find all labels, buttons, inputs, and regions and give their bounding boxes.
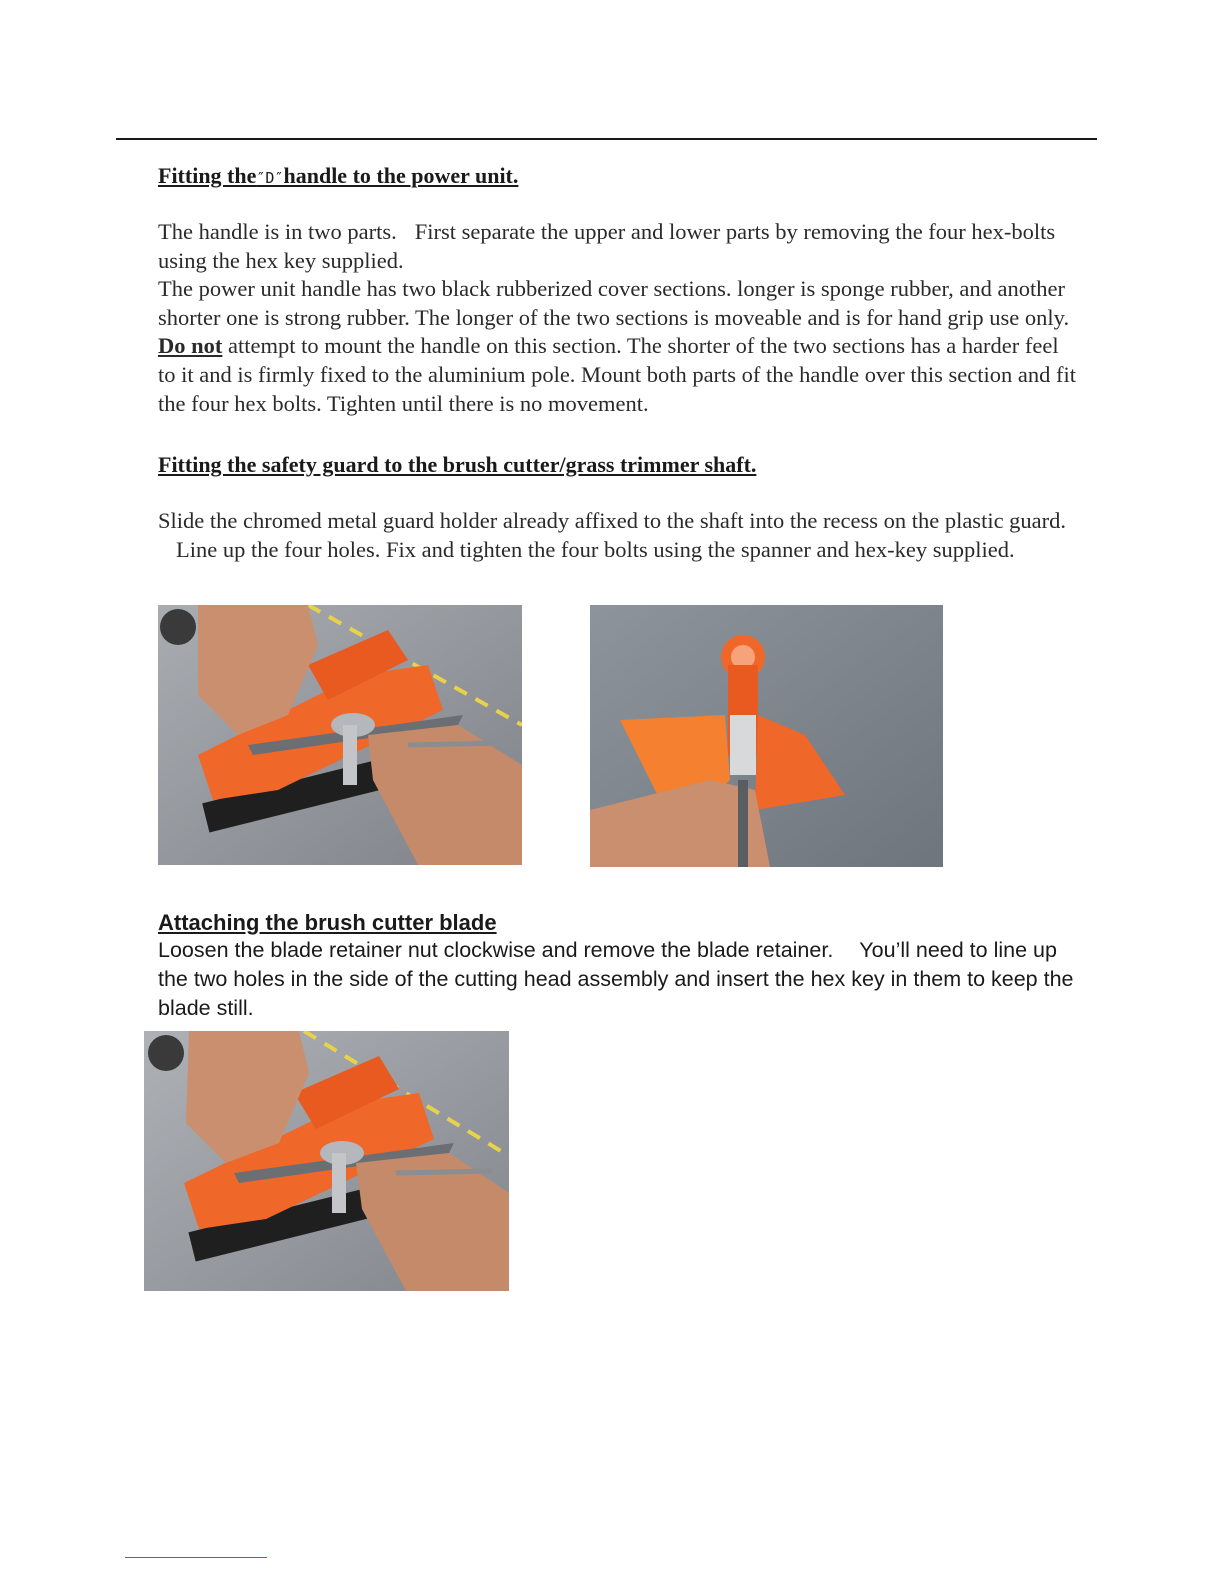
section-attaching-blade	[158, 910, 1078, 1023]
section-heading-d-handle: Fitting the″D″handle to the power unit.	[158, 163, 519, 188]
paragraph-guard-holder: Slide the chromed metal guard holder already affixed to the shaft into the recess on the plastic guard.Line up the four holes. Fix and tighten the four bolts using the spanner and hex-key supplied.	[158, 508, 1067, 562]
section-heading-attaching-blade: Attaching the brush cutter blade	[158, 910, 497, 935]
photo-guard-mounted-on-shaft	[590, 605, 943, 867]
top-divider-rule	[116, 138, 1097, 140]
paragraph-rubber-sections: The power unit handle has two black rubberized cover sections. longer is sponge rubber, and another shorter one is strong rubber. The longer of the two sections is moveable and is for hand grip use only. Do not attempt to mount the handle on this section. The shorter of the two sections has a harder feel to it and is firmly fixed to the aluminium pole. Mount both parts of the handle over this section and fit the four hex bolts. Tighten until there is no movement.	[158, 276, 1076, 416]
section-fitting-d-handle	[158, 163, 1078, 418]
photo-fitting-guard-with-hex-key	[158, 605, 522, 865]
paragraph-blade-retainer: Loosen the blade retainer nut clockwise and remove the blade retainer. You’ll need to line up the two holes in the side of the cutting head assembly and insert the hex key in them to keep the blade still.	[158, 938, 1074, 1020]
photo-holding-blade-with-hex-key	[144, 1031, 509, 1291]
section-fitting-safety-guard	[158, 452, 1078, 564]
footnote-separator-rule	[125, 1557, 267, 1558]
section-heading-safety-guard: Fitting the safety guard to the brush cutter/grass trimmer shaft.	[158, 452, 757, 477]
do-not-emphasis: Do not	[158, 333, 223, 359]
paragraph-handle-parts: The handle is in two parts. First separate the upper and lower parts by removing the four hex-bolts using the hex key supplied.	[158, 219, 1056, 273]
